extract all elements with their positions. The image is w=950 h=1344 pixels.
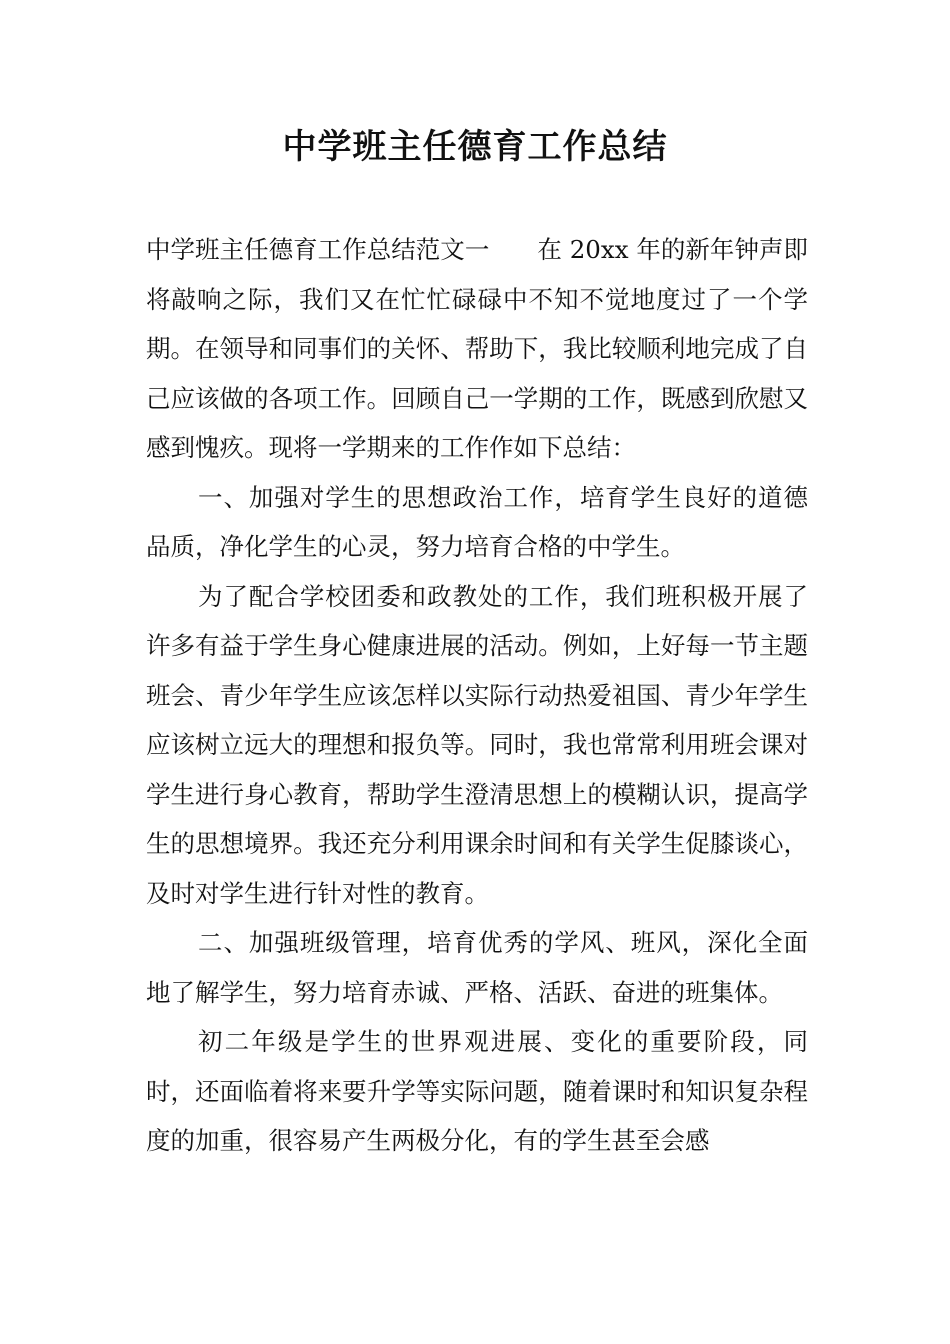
section-one-body: 为了配合学校团委和政教处的工作，我们班积极开展了许多有益于学生身心健康进展的活动。例如，上好每一节主题班会、青少年学生应该怎样以实际行动热爱祖国、青少年学生应该树立远大的理想和报负等。同时，我也常常利用班会课对学生进行身心教育，帮助学生澄清思想上的模糊认识，提高学生的思想境界。我还充分利用课余时间和有关学生促膝谈心，及时对学生进行针对性的教育。: [146, 581, 808, 908]
document-title: 中学班主任德育工作总结: [282, 127, 668, 167]
section-two-body: 初二年级是学生的世界观进展、变化的重要阶段，同时，还面临着将来要升学等实际问题，随着课时和知识复杂程度的加重，很容易产生两极分化，有的学生甚至会感: [146, 1027, 808, 1155]
intro-text: 在 20xx 年的新年钟声即将敲响之际，我们又在忙忙碌碌中不知不觉地度过了一个学期。在领导和同事们的关怀、帮助下，我比较顺利地完成了自己应该做的各项工作。回顾自己一学期的工作，既感到欣慰又感到愧疚。现将一学期来的工作作如下总结：: [146, 235, 808, 462]
section-one-heading: 一、加强对学生的思想政治工作，培育学生良好的道德品质，净化学生的心灵，努力培育合格的中学生。: [146, 482, 808, 561]
intro-heading: 中学班主任德育工作总结范文一: [146, 235, 490, 264]
document-body: [146, 225, 808, 1166]
section-two-heading: 二、加强班级管理，培育优秀的学风、班风，深化全面地了解学生，努力培育赤诚、严格、活跃、奋进的班集体。: [146, 928, 808, 1007]
intro-paragraph: [146, 225, 808, 473]
